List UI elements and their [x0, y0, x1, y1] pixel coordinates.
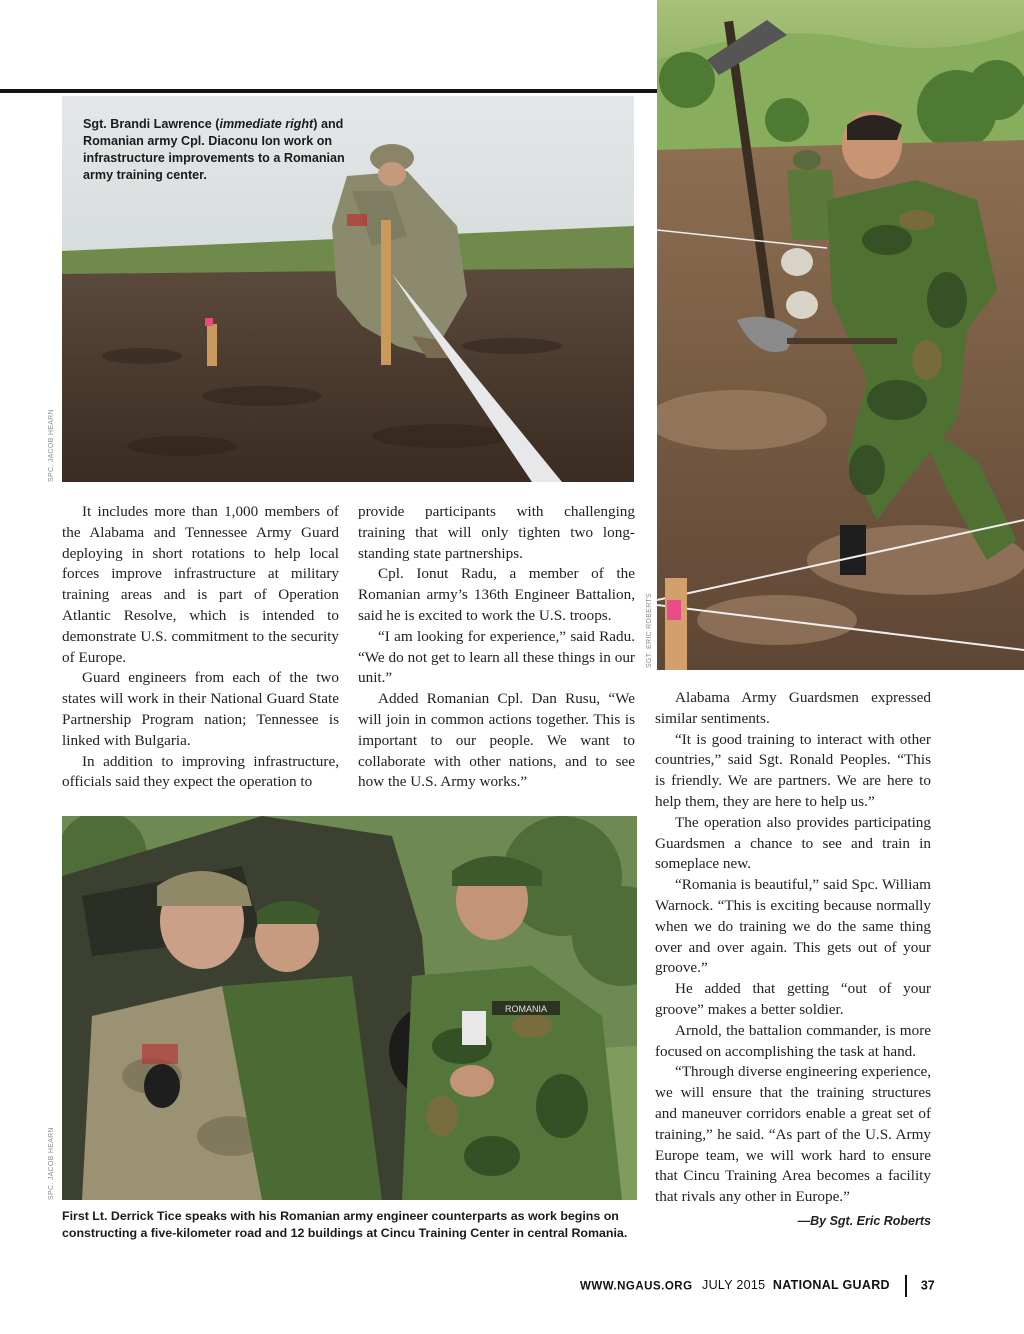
footer-url[interactable]: WWW.NGAUS.ORG: [580, 1280, 693, 1293]
header-rule: [0, 89, 657, 93]
paragraph: “I am looking for experience,” said Radu. “We do not get to learn all these things in our unit.”: [358, 627, 635, 687]
page-number: 37: [920, 1278, 935, 1293]
paragraph: provide participants with challenging training that will only tighten two long-standing state partnerships.: [358, 503, 635, 562]
photo-caption-top: Sgt. Brandi Lawrence (immediate right) and Romanian army Cpl. Diaconu Ion work on infrastructure improvements to a Romanian army training center.: [83, 117, 345, 182]
uniform-patch-text: ROMANIA: [504, 1004, 548, 1014]
footer-divider: [905, 1275, 907, 1297]
paragraph: Added Romanian Cpl. Dan Rusu, “We will join in common actions together. This is important to our people. We want to collaborate with other nations, and to see how the U.S. Army works.”: [358, 690, 635, 791]
paragraph: The operation also provides participating Guardsmen a chance to see and train in someplace new.: [655, 813, 931, 873]
photo-credit-right: SGT. ERIC ROBERTS: [646, 593, 653, 668]
page-footer: [580, 1275, 980, 1295]
paragraph: “Romania is beautiful,” said Spc. William Warnock. “This is exciting because normally when we do training we do the same thing over and over again. This gets out of your groove.”: [655, 876, 931, 977]
footer-issue-date: JULY 2015: [702, 1278, 766, 1293]
photo-caption-bottom: First Lt. Derrick Tice speaks with his Romanian army engineer counterparts as work begins on constructing a five-kilometer road and 12 buildings at Cincu Training Center in central Romania.: [62, 1209, 628, 1240]
article-column-1: [62, 502, 339, 793]
photo-credit-top-left: SPC. JACOB HEARN: [48, 409, 55, 482]
paragraph: Cpl. Ionut Radu, a member of the Romanian army’s 136th Engineer Battalion, said he is excited to work the U.S. troops.: [358, 565, 635, 624]
paragraph: “Through diverse engineering experience, we will ensure that the training structures and maneuver corridors enable a great set of training,” he said. “As part of the U.S. Army Europe team, we will work hard to ensure that Cincu Training Area becomes a facility that rivals any other in Europe.”: [655, 1063, 931, 1206]
photo-credit-bottom: SPC. JACOB HEARN: [48, 1127, 55, 1200]
article-column-2: [358, 502, 635, 793]
article-column-3: [655, 688, 931, 1232]
paragraph: In addition to improving infrastructure, officials said they expect the operation to: [62, 752, 339, 791]
paragraph: Guard engineers from each of the two states will work in their National Guard State Partnership Program nation; Tennessee is linked with Bulgaria.: [62, 669, 339, 749]
byline: —By Sgt. Eric Roberts: [797, 1213, 931, 1228]
photo-officers-talking: [62, 816, 637, 1200]
paragraph: “It is good training to interact with other countries,” said Sgt. Ronald Peoples. “This is friendly. We are partners. We are here to help them, they are here to help us.”: [655, 730, 931, 810]
paragraph: He added that getting “out of your groove” makes a better soldier.: [655, 980, 931, 1018]
paragraph: It includes more than 1,000 members of the Alabama and Tennessee Army Guard deploying in short rotations to help local forces improve infrastructure at military training areas and is part of Operation Atlantic Resolve, which is intended to demonstrate U.S. commitment to the security of Europe.: [62, 503, 339, 666]
paragraph: Alabama Army Guardsmen expressed similar sentiments.: [655, 689, 931, 727]
footer-magazine-title: NATIONAL GUARD: [772, 1278, 890, 1293]
paragraph: Arnold, the battalion commander, is more focused on accomplishing the task at hand.: [655, 1021, 931, 1060]
photo-soldier-with-pickaxe: [657, 0, 1024, 670]
